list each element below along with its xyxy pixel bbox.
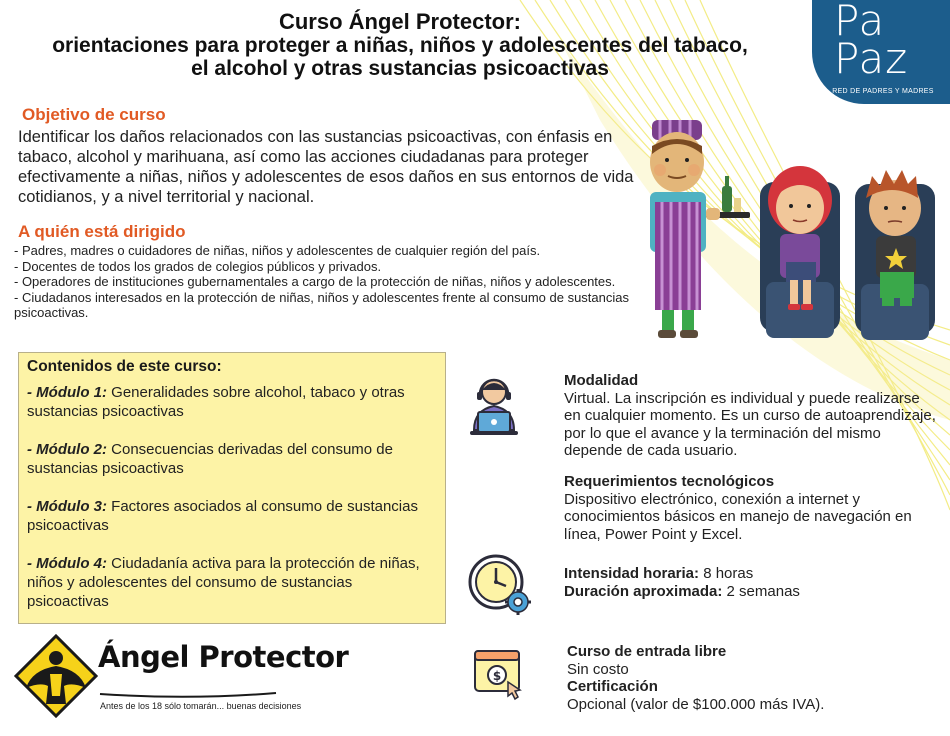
angel-protector-wordmark: Ángel Protector <box>98 640 349 674</box>
modality-block <box>564 372 936 460</box>
page-header <box>0 10 800 80</box>
requirements-text: Dispositivo electrónico, conexión a internet y conocimientos básicos en manejo de navegación en línea, Power Point y Excel. <box>564 490 912 543</box>
wordmark-underline <box>98 690 278 698</box>
boy-figure <box>855 170 935 340</box>
clock-gear-icon <box>466 552 536 618</box>
audience-list <box>14 243 634 321</box>
browser-dollar-click-icon <box>472 648 528 704</box>
entry-title: Curso de entrada libre <box>567 643 727 660</box>
waiter-figure <box>650 120 750 338</box>
certification-text: Opcional (valor de $100.000 más IVA). <box>567 695 825 713</box>
angel-protector-tagline: Antes de los 18 sólo tomarán... buenas decisiones <box>100 701 302 711</box>
module-item: - Módulo 1: Generalidades sobre alcohol, tabaco y otras sustancias psicoactivas <box>27 384 405 420</box>
entry-cost: Sin costo <box>567 660 629 678</box>
page-subtitle-line-2: el alcohol y otras sustancias psicoactivas <box>191 57 609 80</box>
contents-title: Contenidos de este curso: <box>27 358 222 375</box>
audience-item: - Padres, madres o cuidadores de niñas, niños y adolescentes de cualquier región del país. <box>14 243 541 258</box>
girl-figure <box>760 166 840 338</box>
hours-line: Intensidad horaria: 8 horas <box>564 565 754 582</box>
audience-item: - Ciudadanos interesados en la protección de niñas, niños y adolescentes frente al consumo de sustancias psicoactivas. <box>14 289 629 320</box>
audience-item: - Docentes de todos los grados de colegios públicos y privados. <box>14 258 382 274</box>
entry-block <box>567 643 939 713</box>
angel-protector-emblem <box>14 634 98 718</box>
requirements-block <box>564 473 936 543</box>
svg-text:$: $ <box>492 669 502 683</box>
module-item: - Módulo 3: Factores asociados al consumo de sustancias psicoactivas <box>27 498 418 534</box>
page-title: Curso Ángel Protector: <box>278 9 522 34</box>
page-subtitle-line-1: orientaciones para proteger a niñas, niños y adolescentes del tabaco, <box>52 34 748 57</box>
papaz-logo-wordmark: Pa Paz <box>834 0 909 83</box>
duration-line: Duración aproximada: 2 semanas <box>564 582 800 600</box>
papaz-logo-tagline: RED DE PADRES Y MADRES <box>832 88 934 95</box>
requirements-title: Requerimientos tecnológicos <box>564 473 775 490</box>
audience-title: A quién está dirigido <box>18 222 186 241</box>
papaz-logo <box>812 0 950 104</box>
module-item: - Módulo 2: Consecuencias derivadas del consumo de sustancias psicoactivas <box>27 441 393 477</box>
schedule-block <box>564 565 936 600</box>
audience-item: - Operadores de instituciones gubernamentales a cargo de la protección de niñas, niños y adolescentes. <box>14 274 616 289</box>
illustration-waiter-children <box>640 112 945 344</box>
objective-title: Objetivo de curso <box>22 105 166 124</box>
module-item: - Módulo 4: Ciudadanía activa para la protección de niñas, niños y adolescentes del consumo de sustancias psicoactivas <box>27 555 420 610</box>
modality-text: Virtual. La inscripción es individual y puede realizarse en cualquier momento. Es un curso de autoaprendizaje, por lo que el avance y la terminación del mismo depende de cada usuario. <box>564 389 936 459</box>
objective-text: Identificar los daños relacionados con las sustancias psicoactivas, con énfasis en tabaco, alcohol y marihuana, así como las acciones ciudadanas para proteger efectivamente a niñas, niños y adolescentes de esos daños en sus entornos de vida cotidianos, y a nivel territorial y nacional. <box>18 128 634 206</box>
certification-title: Certificación <box>567 678 658 695</box>
student-laptop-icon <box>462 374 526 438</box>
modality-title: Modalidad <box>564 372 639 389</box>
contents-box <box>18 352 446 624</box>
